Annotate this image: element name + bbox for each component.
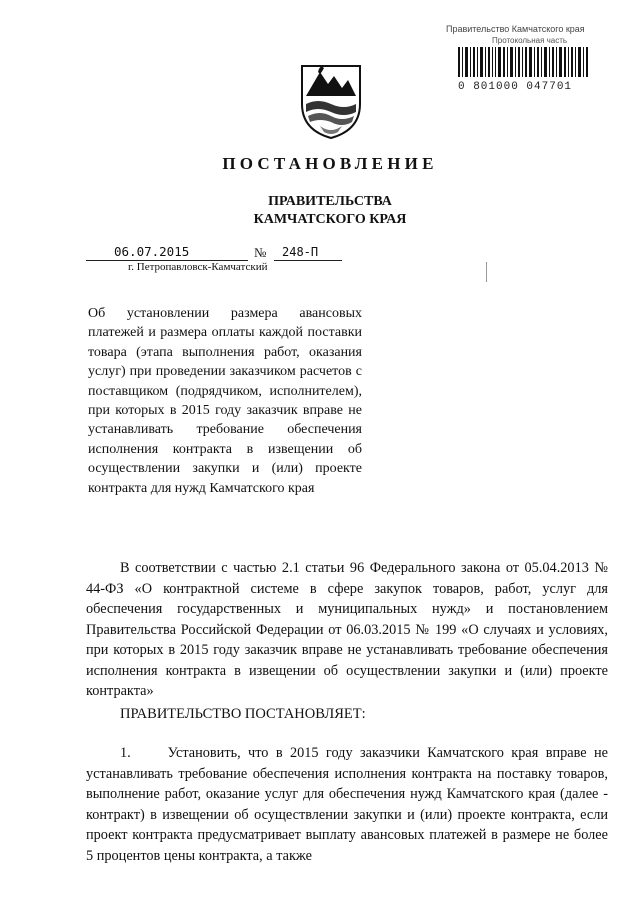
number-sign: № [254,245,267,260]
registration-stamp [440,24,600,93]
preamble-paragraph: В соответствии с частью 2.1 статьи 96 Федерального закона от 05.04.2013 № 44-ФЗ «О контрактной системе в сфере закупок товаров, работ, услуг для обеспечения государственных и муниципальных нужд» и постановлением Правительства Российской Федерации от 06.03.2015 № 199 «О случаях и условиях, при которых в 2015 году заказчик вправе не устанавливать требование обеспечения исполнения контракта в извещении об осуществлении закупки и (или) проекте контракта» [86,560,608,699]
document-number: 248-П [282,245,319,259]
city: г. Петропавловск-Камчатский [128,261,268,273]
barcode [458,47,600,93]
document-date: 06.07.2015 [114,244,190,259]
barcode-bars [458,47,588,77]
resolves-heading: ПРАВИТЕЛЬСТВО ПОСТАНОВЛЯЕТ: [120,706,366,722]
stamp-sub: Протокольная часть [492,36,568,45]
document-title: ПОСТАНОВЛЕНИЕ [222,154,438,173]
item-1-paragraph: 1. Установить, что в 2015 году заказчики Камчатского края вправе не устанавливать требование обеспечения исполнения контракта на поставку товаров, выполнение работ, оказание услуг для обеспечения нужд Камчатского края (далее - контракт) в извещении об осуществлении закупки и (или) проекте контракта, если проект контракта предусматривает выплату авансовых платежей в размере не более 5 процентов цены контракта, а также [86,745,612,864]
number-underline [274,260,342,261]
document-subtitle [0,193,640,229]
barcode-number: 0 801000 047701 [458,81,573,93]
date-number-line [86,244,342,262]
document-subject: Об установлении размера авансовых платежей и размера оплаты каждой поставки товара (этапа выполнения работ, оказания услуг) при проведении заказчиком расчетов с поставщиком (подрядчиком, исполнителем), при которых в 2015 году заказчик вправе не устанавливать требование обеспечения исполнения контракта в извещении об осуществлении закупки и (или) проекте контракта для нужд Камчатского края [88,306,362,496]
stamp-org: Правительство Камчатского края [446,24,585,34]
kamchatka-coat-of-arms [298,60,364,140]
subtitle-line1: ПРАВИТЕЛЬСТВА [268,194,392,209]
subtitle-line2: КАМЧАТСКОГО КРАЯ [253,212,407,227]
scan-mark [486,262,487,282]
